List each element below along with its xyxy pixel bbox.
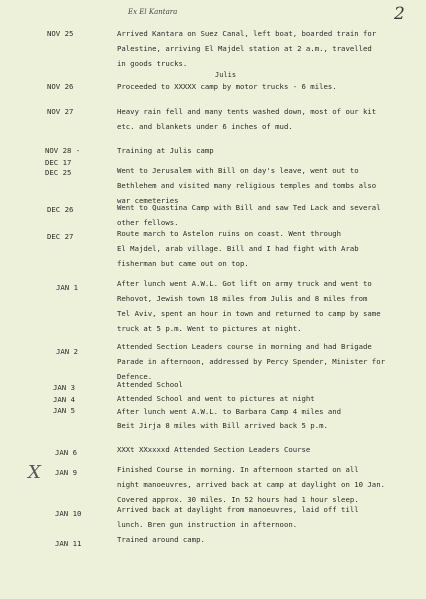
entry-line: After lunch went A.W.L. to Barbara Camp 4 miles and bbox=[117, 407, 342, 416]
entry-date: NOV 27 bbox=[47, 107, 74, 116]
entry-date: DEC 27 bbox=[47, 232, 74, 241]
entry-line: etc. and blankets under 6 inches of mud. bbox=[117, 122, 293, 131]
entry-line: Training at Julis camp bbox=[117, 146, 214, 155]
entry-line: Covered approx. 30 miles. In 52 hours had 1 hour sleep. bbox=[117, 495, 359, 504]
entry-line: After lunch went A.W.L. Got lift on army truck and went to bbox=[117, 279, 372, 288]
entry-date: JAN 5 bbox=[53, 406, 75, 415]
entry-date: JAN 4 bbox=[53, 394, 75, 404]
entry-line: Attended School bbox=[117, 380, 183, 389]
entry-line: Parade in afternoon, addressed by Percy Spender, Minister for bbox=[117, 357, 385, 366]
entry-date: JAN 3 bbox=[53, 383, 75, 392]
entry-line: XXXt XXxxxxd Attended Section Leaders Course bbox=[117, 445, 311, 454]
entry-date: DEC 25 bbox=[45, 168, 72, 177]
entry-line: Tel Aviv, spent an hour in town and returned to camp by same bbox=[117, 309, 381, 318]
entry-date: NOV 28 - bbox=[45, 146, 81, 155]
entry-date: JAN 10 bbox=[55, 509, 82, 518]
entry-line: other fellows. bbox=[117, 218, 179, 227]
entry-line: lunch. Bren gun instruction in afternoon. bbox=[117, 520, 298, 529]
entry-line: night manoeuvres, arrived back at camp at daylight on 10 Jan. bbox=[117, 480, 385, 489]
entry-date: DEC 17 bbox=[45, 157, 72, 167]
handwritten-note: Ex El Kantara bbox=[128, 8, 178, 16]
entry-line: fisherman but came out on top. bbox=[117, 259, 249, 268]
entry-line: Attended Section Leaders course in morning and had Brigade bbox=[117, 342, 372, 351]
entry-date: NOV 26 bbox=[47, 82, 74, 91]
entry-line: Arrived Kantara on Suez Canal, left boat, boarded train for bbox=[117, 29, 377, 38]
entry-line: Bethlehem and visited many religious temples and tombs also bbox=[117, 181, 377, 190]
entry-line: Went to Quastina Camp with Bill and saw Ted Lack and several bbox=[117, 203, 381, 212]
entry-date: JAN 1 bbox=[56, 283, 78, 292]
page-number: 2 bbox=[394, 4, 405, 24]
entry-line: Route march to Astelon ruins on coast. Went through bbox=[117, 229, 342, 238]
entry-date: JAN 2 bbox=[56, 347, 78, 356]
entry-line: war cemeteries bbox=[117, 196, 179, 205]
entry-line: truck at 5 p.m. Went to pictures at night. bbox=[117, 324, 302, 333]
entry-line: Finished Course in morning. In afternoon started on all bbox=[117, 465, 359, 474]
entry-date: NOV 25 bbox=[47, 29, 74, 38]
entry-line: in goods trucks. bbox=[117, 59, 188, 68]
entry-line: Heavy rain fell and many tents washed down, most of our kit bbox=[117, 107, 377, 116]
entry-line: El Majdel, arab village. Bill and I had fight with Arab bbox=[117, 244, 359, 253]
entry-line: Palestine, arriving El Majdel station at 2 a.m., travelled bbox=[117, 44, 372, 53]
entry-line: Attended School and went to pictures at night bbox=[117, 393, 315, 403]
margin-x-mark: X bbox=[28, 462, 41, 483]
entry-line: Arrived back at daylight from manoeuvres, laid off till bbox=[117, 505, 359, 514]
entry-date: DEC 26 bbox=[47, 205, 74, 214]
entry-line: Beit Jirja 8 miles with Bill arrived back 5 p.m. bbox=[117, 420, 328, 430]
entry-line: Proceeded to XXXXX camp by motor trucks - 6 miles. bbox=[117, 82, 337, 91]
entry-date: JAN 9 bbox=[55, 468, 77, 477]
entry-line: Trained around camp. bbox=[117, 535, 205, 544]
handwritten-julis: Julis bbox=[215, 71, 237, 79]
entry-date: JAN 6 bbox=[55, 448, 77, 457]
entry-line: Rehovot, Jewish town 18 miles from Julis and 8 miles from bbox=[117, 294, 368, 303]
entry-line: Went to Jerusalem with Bill on day's leave, went out to bbox=[117, 166, 359, 175]
entry-date: JAN 11 bbox=[55, 539, 82, 548]
entry-line: Defence. bbox=[117, 372, 153, 381]
